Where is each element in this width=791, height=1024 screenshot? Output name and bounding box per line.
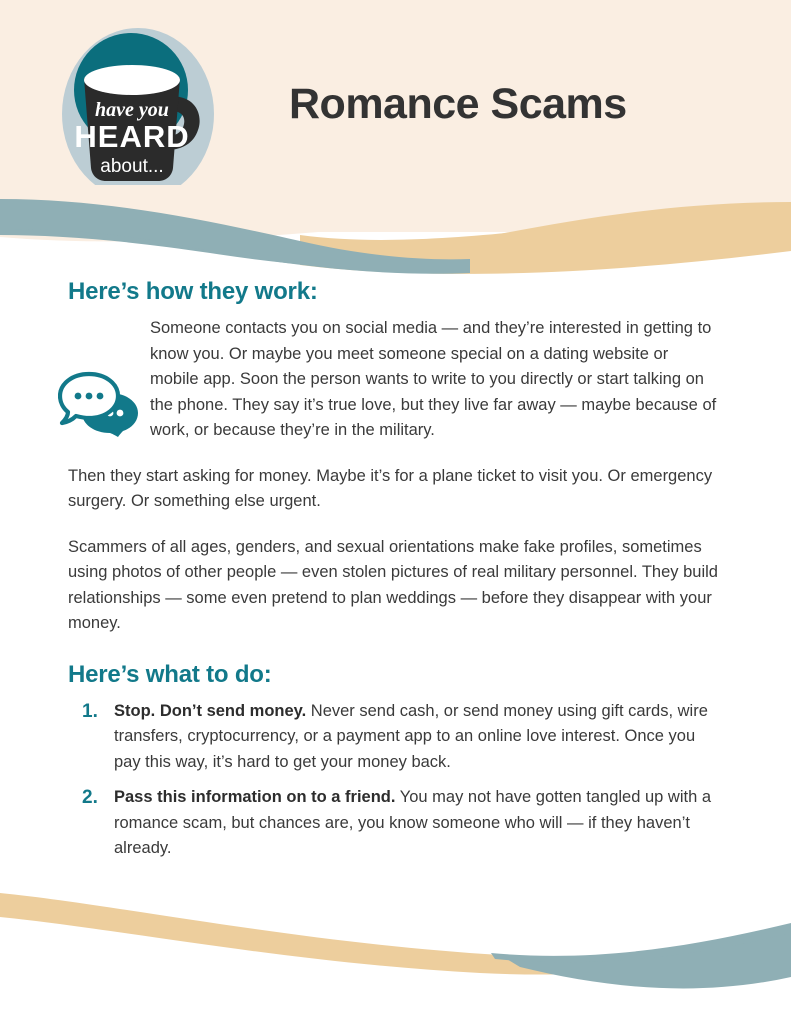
logo-line3: about... bbox=[100, 156, 164, 177]
tip-lead: Stop. Don’t send money. bbox=[114, 701, 307, 720]
intro-paragraph: Someone contacts you on social media — and they’re interested in getting to know you. Or maybe you meet someone special on a dating website or mobile app. Soon the person wants to write to you directly or start talking on the phone. They say it’s true love, but they live far away — maybe because of work, or because they’re in the military. bbox=[150, 319, 717, 439]
main-content bbox=[0, 278, 791, 862]
page-title: Romance Scams bbox=[289, 80, 627, 128]
section-heading-how-they-work: Here’s how they work: bbox=[68, 278, 318, 305]
list-item bbox=[82, 699, 721, 776]
tip-number: 1. bbox=[82, 700, 98, 722]
tips-list bbox=[0, 699, 791, 862]
section-heading-what-to-do: Here’s what to do: bbox=[68, 660, 272, 688]
tip-text: You may not have gotten tangled up with a romance scam, but chances are, you know someone who will — if they haven’t already. bbox=[114, 788, 712, 857]
logo-line1: have you bbox=[95, 99, 169, 121]
speech-bubbles-icon bbox=[58, 371, 144, 439]
logo-line2: HEARD bbox=[74, 119, 190, 154]
tip-text: Never send cash, or send money using gift cards, wire transfers, cryptocurrency, or a payment app to an online love interest. Once you pay this way, it’s hard to get your money back. bbox=[114, 701, 708, 771]
intro-block bbox=[0, 316, 791, 444]
body-paragraph-2: Scammers of all ages, genders, and sexual orientations make fake profiles, sometimes using photos of other people — even stolen pictures of real military personnel. They build relationships — some even pretend to plan weddings — before they disappear with your money. bbox=[68, 537, 718, 632]
have-you-heard-about-logo bbox=[48, 22, 224, 198]
body-paragraph-1: Then they start asking for money. Maybe it’s for a plane ticket to visit you. Or emergency surgery. Or something else urgent. bbox=[68, 466, 713, 510]
list-item bbox=[82, 785, 721, 862]
tip-number: 2. bbox=[82, 787, 98, 808]
bottom-wave-decoration bbox=[0, 885, 791, 1024]
page-header bbox=[0, 0, 791, 232]
tip-lead: Pass this information on to a friend. bbox=[114, 788, 396, 806]
